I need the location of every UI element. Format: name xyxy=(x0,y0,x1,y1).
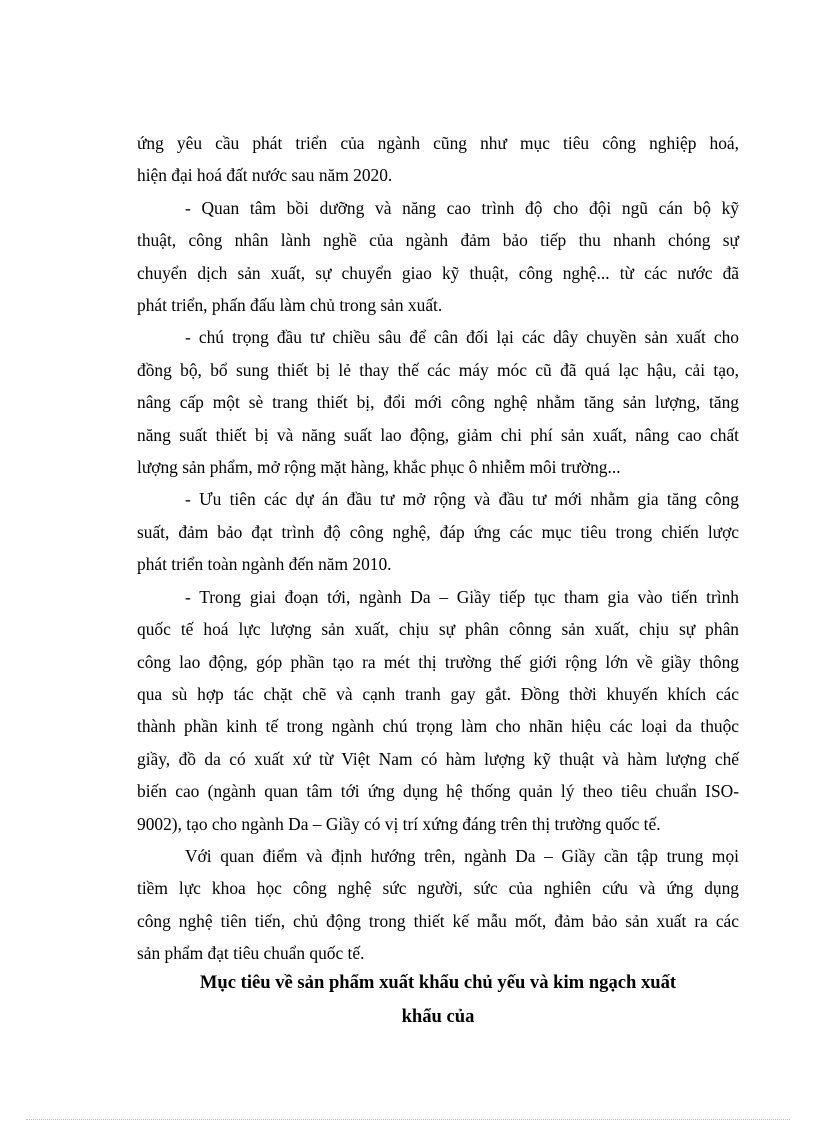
text-line: - chú trọng đầu tư chiều sâu để cân đối lại các dây chuyền sản xuất cho xyxy=(185,327,739,348)
text-line: suất, đảm bảo đạt trình độ công nghệ, đáp ứng các mục tiêu trong chiến lược xyxy=(137,521,739,542)
text-line: năng suất thiết bị và năng suất lao động, giảm chi phí sản xuất, nâng cao chất xyxy=(137,424,739,445)
heading-line: khẩu của xyxy=(401,1006,475,1027)
paragraph-internationalization xyxy=(137,581,739,840)
text-line: lượng sản phẩm, mở rộng mặt hàng, khắc phục ô nhiễm môi trường... xyxy=(137,457,621,478)
paragraph-investment xyxy=(137,321,739,483)
heading-line: Mục tiêu về sản phẩm xuất khẩu chủ yếu và kim ngạch xuất xyxy=(199,972,677,993)
paragraph-training xyxy=(137,192,739,322)
text-line: - Quan tâm bồi dưỡng và năng cao trình độ cho đội ngũ cán bộ kỹ xyxy=(185,197,739,218)
text-line: - Trong giai đoạn tới, ngành Da – Giầy tiếp tục tham gia vào tiến trình xyxy=(185,586,739,607)
text-line: phát triển toàn ngành đến năm 2010. xyxy=(137,554,392,575)
text-line: đồng bộ, bổ sung thiết bị lẻ thay thế các máy móc cũ đã quá lạc hậu, cải tạo, xyxy=(137,359,739,380)
section-heading xyxy=(137,966,739,1034)
text-line: giầy, đồ da có xuất xứ từ Việt Nam có hàm lượng kỹ thuật và hàm lượng chế xyxy=(137,748,739,769)
text-line: thuật, công nhân lành nghề của ngành đảm bảo tiếp thu nhanh chóng sự xyxy=(137,230,739,251)
page-bottom-divider xyxy=(26,1119,790,1120)
text-line: phát triển, phấn đấu làm chủ trong sản xuất. xyxy=(137,295,443,316)
text-line: công lao động, góp phần tạo ra mét thị trường thế giới rộng lớn về giầy thông xyxy=(137,651,739,672)
body-text xyxy=(137,127,739,970)
text-line: thành phần kinh tế trong ngành chú trọng làm cho nhãn hiệu các loại da thuộc xyxy=(137,716,739,737)
text-line: hiện đại hoá đất nước sau năm 2020. xyxy=(137,165,393,186)
text-line: qua sù hợp tác chặt chẽ và cạnh tranh gay gắt. Đồng thời khuyến khích các xyxy=(137,683,739,704)
paragraph-conclusion xyxy=(137,840,739,970)
text-line: tiềm lực khoa học công nghệ sức người, sức của nghiên cứu và ứng dụng xyxy=(137,878,739,899)
paragraph-continuation xyxy=(137,127,739,192)
text-line: công nghệ tiên tiến, chủ động trong thiết kế mẫu mốt, đảm bảo sản xuất ra các xyxy=(137,910,739,931)
text-line: quốc tế hoá lực lượng sản xuất, chịu sự phân cônng sản xuất, chịu sự phân xyxy=(137,619,739,640)
paragraph-priority xyxy=(137,483,739,580)
text-line: ứng yêu cầu phát triển của ngành cũng như mục tiêu công nghiệp hoá, xyxy=(137,133,739,153)
text-line: biến cao (ngành quan tâm tới ứng dụng hệ thống quản lý theo tiêu chuẩn ISO- xyxy=(137,781,739,802)
text-line: 9002), tạo cho ngành Da – Giầy có vị trí xứng đáng trên thị trường quốc tế. xyxy=(137,813,661,834)
text-line: nâng cấp một sè trang thiết bị, đổi mới công nghệ nhằm tăng sản lượng, tăng xyxy=(137,392,739,413)
text-line: - Ưu tiên các dự án đầu tư mở rộng và đầu tư mới nhằm gia tăng công xyxy=(185,489,739,510)
text-line: sản phẩm đạt tiêu chuẩn quốc tế. xyxy=(137,943,365,964)
text-line: Với quan điểm và định hướng trên, ngành Da – Giầy cần tập trung mọi xyxy=(185,845,739,866)
text-line: chuyển dịch sản xuất, sự chuyển giao kỹ thuật, công nghệ... từ các nước đã xyxy=(137,262,739,283)
